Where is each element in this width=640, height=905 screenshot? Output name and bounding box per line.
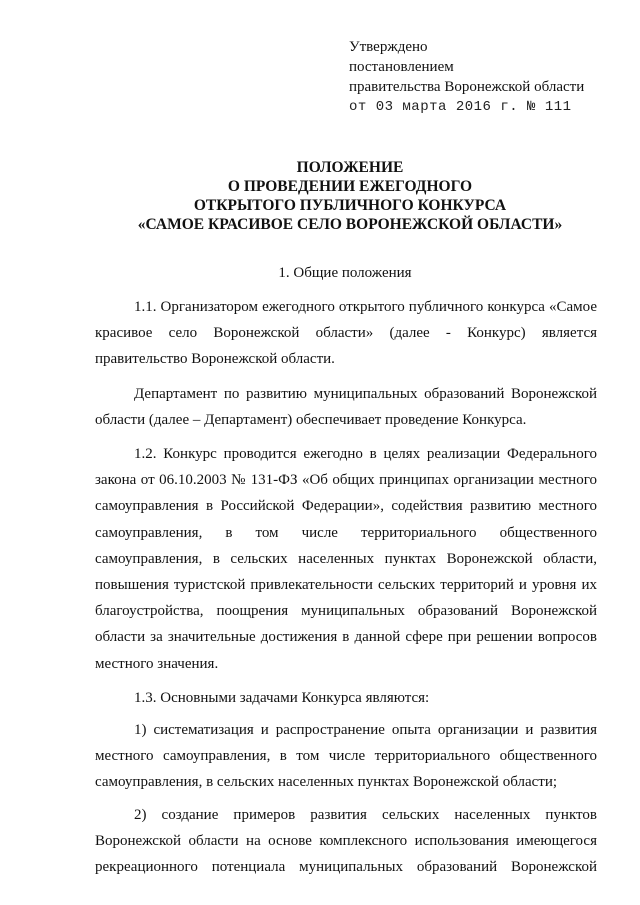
paragraph-1-3: 1.3. Основными задачами Конкурса являются:	[134, 689, 430, 706]
list-item-2: 2) создание примеров развития сельских населенных пунктов Воронежской области на основе комплексного использования имеющегося рекреационного потенциала муниципальных образований Воронежской	[95, 806, 597, 876]
title-line-4: «САМОЕ КРАСИВОЕ СЕЛО ВОРОНЕЖСКОЙ ОБЛАСТИ»	[137, 216, 563, 233]
approval-date-number: от 03 марта 2016 г. № 111	[349, 99, 572, 115]
paragraph-1-1-department: Департамент по развитию муниципальных образований Воронежской области (далее – Департамент) обеспечивает проведение Конкурса.	[95, 385, 597, 428]
list-item-1: 1) систематизация и распространение опыта организации и развития местного самоуправления, в том числе территориального общественного самоуправления, в сельских населенных пунктах Воронежской области;	[95, 722, 597, 791]
title-line-3: ОТКРЫТОГО ПУБЛИЧНОГО КОНКУРСА	[193, 197, 507, 214]
paragraph-1-1: 1.1. Организатором ежегодного открытого публичного конкурса «Самое красивое село Воронежской области» (далее - Конкурс) является правительство Воронежской области.	[95, 299, 597, 368]
title-line-2: О ПРОВЕДЕНИИ ЕЖЕГОДНОГО	[227, 178, 473, 195]
title-line-1: ПОЛОЖЕНИЕ	[296, 159, 404, 176]
approval-line-decree: постановлением	[349, 59, 454, 75]
approval-block	[349, 37, 584, 117]
document-title	[0, 158, 640, 234]
paragraph-1-2: 1.2. Конкурс проводится ежегодно в целях реализации Федерального закона от 06.10.2003 № 131-ФЗ «Об общих принципах организации местного самоуправления в Российской Федерации», содействия развитию местного самоуправления, в том числе территориального общественного самоуправления, в сельских населенных пунктах Воронежской области, повышения туристской привлекательности сельских территорий и уровня их благоустройства, поощрения муниципальных образований Воронежской области за значительные достижения в данной сфере при решении вопросов местного значения.	[95, 446, 597, 672]
approval-line-government: правительства Воронежской области	[349, 79, 585, 95]
document-body	[95, 294, 597, 880]
approval-line-approved: Утверждено	[349, 39, 428, 55]
section-heading: 1. Общие положения	[278, 265, 412, 281]
